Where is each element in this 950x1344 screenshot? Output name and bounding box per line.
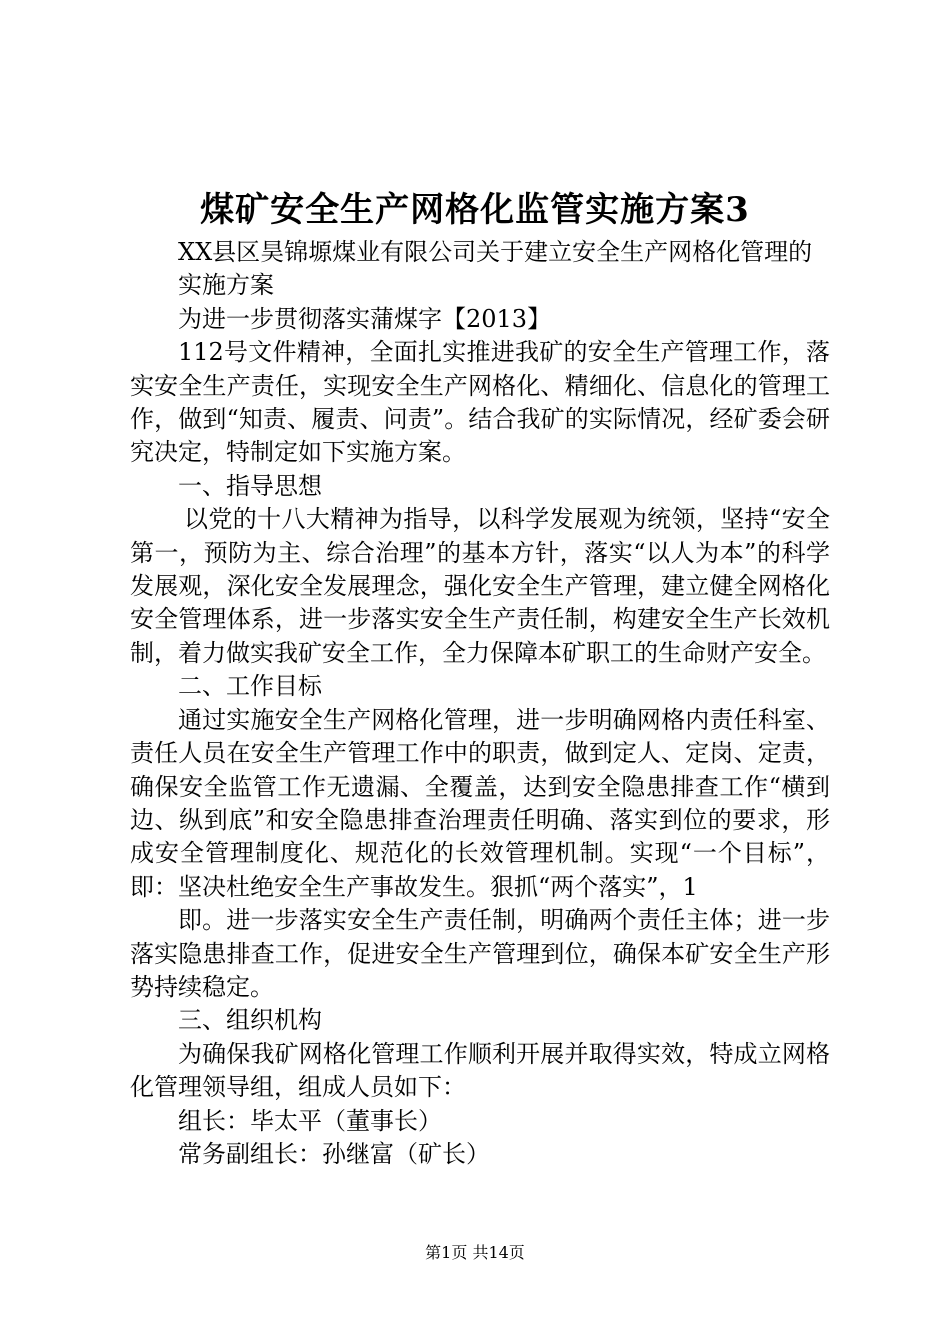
paragraph-organization: 为确保我矿网格化管理工作顺利开展并取得实效，特成立网格化管理领导组，组成人员如下：	[130, 1039, 830, 1102]
document-title: 煤矿安全生产网格化监管实施方案3	[200, 190, 750, 230]
paragraph-guiding-thought: 以党的十八大精神为指导，以科学发展观为统领，坚持“安全第一，预防为主、综合治理”的基本方针，落实“以人为本”的科学发展观，深化安全发展理念，强化安全生产管理，建立健全网格化安全管理体系，进一步落实安全生产责任制，构建安全生产长效机制，着力做实我矿安全工作，全力保障本矿职工的生命财产安全。	[130, 505, 830, 667]
section-heading-work-goals: 二、工作目标	[178, 672, 322, 701]
paragraph-intro: 为进一步贯彻落实蒲煤字【2013】	[178, 304, 552, 333]
paragraph-deputy-leader: 常务副组长：孙继富（矿长）	[178, 1139, 490, 1168]
paragraph-work-goals-continued: 即。进一步落实安全生产责任制，明确两个责任主体；进一步落实隐患排查工作，促进安全生产管理到位，确保本矿安全生产形势持续稳定。	[130, 906, 830, 1001]
section-heading-organization: 三、组织机构	[178, 1006, 322, 1035]
paragraph-work-goals: 通过实施安全生产网格化管理，进一步明确网格内责任科室、责任人员在安全生产管理工作中的职责，做到定人、定岗、定责，确保安全监管工作无遗漏、全覆盖，达到安全隐患排查工作“横到边、纵到底”和安全隐患排查治理责任明确、落实到位的要求，形成安全管理制度化、规范化的长效管理机制。实现“一个目标”，即：坚决杜绝安全生产事故发生。狠抓“两个落实”，1	[130, 705, 830, 901]
page-footer: 第1页 共14页	[425, 1243, 525, 1262]
paragraph-team-leader: 组长：毕太平（董事长）	[178, 1106, 442, 1135]
document-body	[130, 236, 830, 1171]
paragraph-plan-heading: 实施方案	[178, 271, 274, 300]
paragraph-company-heading: XX县区昊锦塬煤业有限公司关于建立安全生产网格化管理的	[178, 238, 813, 266]
section-heading-guiding-thought: 一、指导思想	[178, 471, 322, 500]
paragraph-purpose: 112号文件精神，全面扎实推进我矿的安全生产管理工作，落实安全生产责任，实现安全生产网格化、精细化、信息化的管理工作，做到“知责、履责、问责”。结合我矿的实际情况，经矿委会研究决定，特制定如下实施方案。	[130, 338, 830, 467]
